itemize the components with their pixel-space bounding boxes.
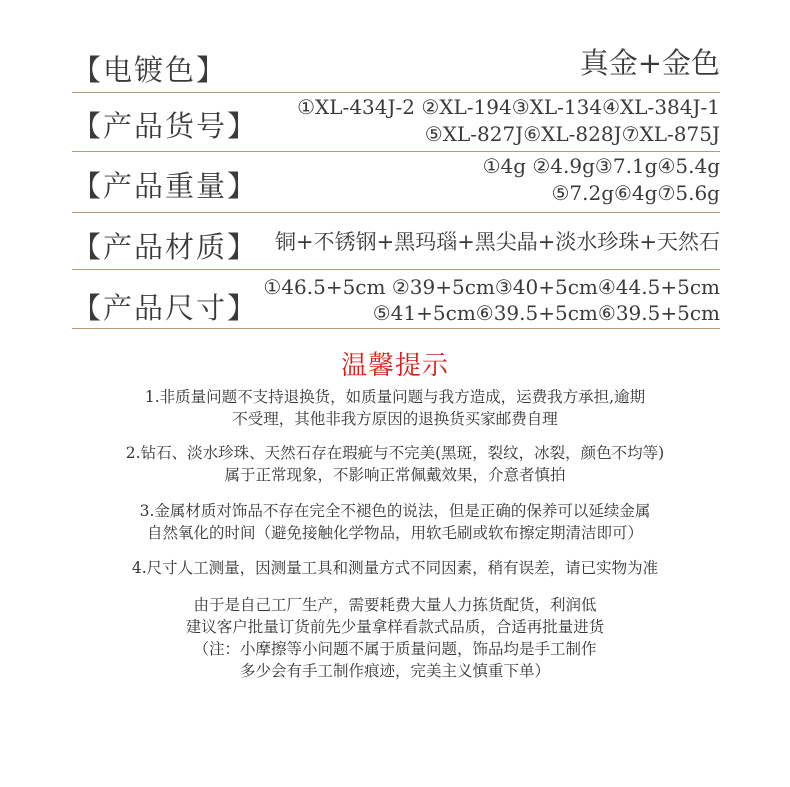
- tip-line: 不受理，其他非我方原因的退换货买家邮费自理: [232, 410, 558, 428]
- tip-paragraph-4: [0, 557, 790, 579]
- tip-paragraph-1: [0, 386, 790, 430]
- spec-label-plating: 【电镀色】: [72, 53, 228, 87]
- spec-value-weight-line2: ⑤7.2g⑥4g⑦5.6g: [551, 181, 720, 205]
- tip-line: 3.金属材质对饰品不存在完全不褪色的说法，但是正确的保养可以延续金属: [139, 502, 651, 520]
- spec-row-weight: [72, 152, 720, 212]
- tip-paragraph-2: [0, 442, 790, 486]
- tip-line: 2.钻石、淡水珍珠、天然石存在瑕疵与不完美(黑斑，裂纹，冰裂，颜色不均等): [125, 444, 665, 462]
- spec-row-plating: [72, 44, 720, 92]
- spec-row-material: [72, 213, 720, 269]
- tip-line: 建议客户批量订货前先少量拿样看款式品质，合适再批量进货: [185, 618, 605, 636]
- spec-value-item-number-line2: ⑤XL-827J⑥XL-828J⑦XL-875J: [424, 122, 720, 146]
- divider: [72, 328, 720, 329]
- spec-row-item-number: [72, 93, 720, 151]
- tip-line: 自然氧化的时间（避免接触化学物品，用软毛刷或软布擦定期清洁即可）: [146, 524, 643, 542]
- spec-label-material: 【产品材质】: [72, 230, 259, 264]
- tips-title: 温馨提示: [340, 351, 449, 381]
- spec-value-size-line1: ①46.5+5cm ②39+5cm③40+5cm④44.5+5cm: [263, 275, 720, 299]
- tip-line: 属于正常现象，不影响正常佩戴效果，介意者慎拍: [224, 466, 566, 484]
- spec-row-size: [72, 270, 720, 328]
- tip-paragraph-5: [0, 594, 790, 682]
- spec-value-size-line2: ⑤41+5cm⑥39.5+5cm⑥39.5+5cm: [372, 301, 720, 325]
- spec-value-plating: 真金+金色: [579, 46, 720, 80]
- spec-label-item-number: 【产品货号】: [72, 109, 259, 143]
- spec-value-weight-line1: ①4g ②4.9g③7.1g④5.4g: [482, 154, 720, 178]
- tip-paragraph-3: [0, 500, 790, 544]
- tip-line: 多少会有手工制作痕迹，完美主义慎重下单）: [239, 662, 550, 680]
- tip-line: （注：小摩擦等小问题不属于质量问题，饰品均是手工制作: [193, 640, 597, 658]
- tip-line: 1.非质量问题不支持退换货，如质量问题与我方造成，运费我方承担,逾期: [144, 388, 646, 406]
- spec-label-weight: 【产品重量】: [72, 169, 259, 203]
- spec-value-material: 铜+不锈钢+黑玛瑙+黑尖晶+淡水珍珠+天然石: [275, 230, 720, 254]
- tip-line: 4.尺寸人工测量，因测量工具和测量方式不同因素，稍有误差，请已实物为准: [131, 559, 659, 577]
- spec-label-size: 【产品尺寸】: [72, 291, 259, 325]
- spec-value-item-number-line1: ①XL-434J-2 ②XL-194③XL-134④XL-384J-1: [297, 95, 720, 119]
- tip-line: 由于是自己工厂生产，需要耗费大量人力拣货配货，利润低: [193, 596, 597, 614]
